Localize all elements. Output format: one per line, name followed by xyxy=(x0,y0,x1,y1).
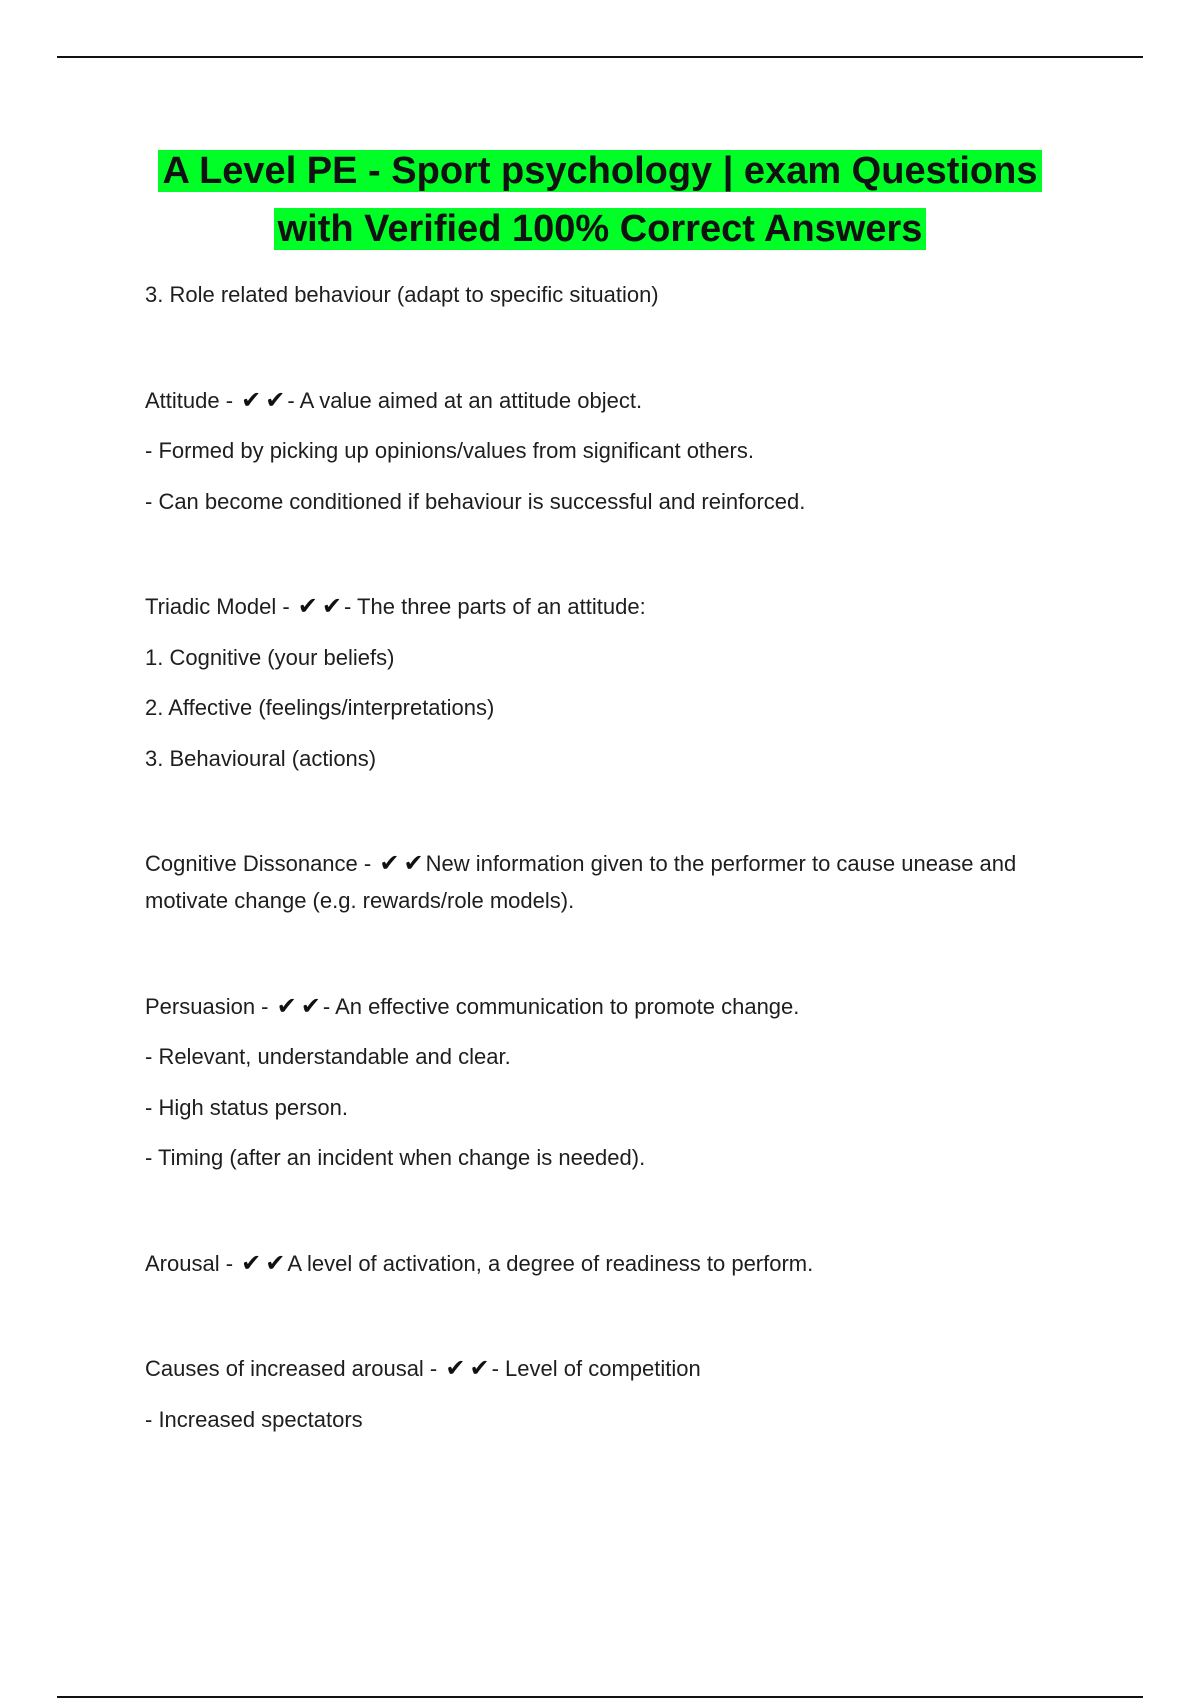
text-line xyxy=(145,689,1075,726)
term-text: Causes of increased arousal - xyxy=(145,1356,438,1381)
check-icon: ✔ xyxy=(276,991,297,1020)
qa-entry xyxy=(145,1245,1075,1282)
answer-text: A level of activation, a degree of readiness to perform. xyxy=(287,1250,814,1276)
text-line xyxy=(145,483,1075,520)
term-text: Cognitive Dissonance - xyxy=(145,851,372,876)
page-title xyxy=(0,142,1200,258)
text-line xyxy=(145,740,1075,777)
line-text: 3. Role related behaviour (adapt to specific situation) xyxy=(145,282,659,307)
line-text: - High status person. xyxy=(145,1094,348,1120)
text-line xyxy=(145,1089,1075,1126)
term-text: Attitude - xyxy=(145,387,234,413)
section-gap xyxy=(145,1295,1075,1350)
text-line xyxy=(145,276,1075,313)
text-line xyxy=(145,1139,1075,1176)
qa-entry xyxy=(145,382,1075,419)
qa-entry xyxy=(145,1350,1075,1387)
check-icon: ✔ xyxy=(469,1354,490,1382)
answer-text: - Level of competition xyxy=(491,1356,701,1381)
answer-text: New information given to the performer to cause unease and motivate change (e.g. rewards/role models). xyxy=(145,851,1017,913)
qa-entry xyxy=(145,988,1075,1025)
answer-text: - The three parts of an attitude: xyxy=(344,594,646,619)
check-icon: ✔ xyxy=(403,849,424,877)
check-icon: ✔ xyxy=(379,849,400,877)
text-line xyxy=(145,432,1075,469)
check-icon: ✔ xyxy=(445,1354,466,1382)
qa-entry xyxy=(145,845,1075,919)
term-text: Triadic Model - xyxy=(145,594,290,619)
check-icon: ✔ xyxy=(265,1248,286,1277)
check-icon: ✔ xyxy=(241,385,262,414)
text-line xyxy=(145,1401,1075,1438)
line-text: - Formed by picking up opinions/values from significant others. xyxy=(145,438,754,463)
section-gap xyxy=(145,327,1075,382)
bottom-rule xyxy=(57,1696,1143,1698)
section-gap xyxy=(145,1190,1075,1245)
qa-entry xyxy=(145,588,1075,625)
check-icon: ✔ xyxy=(321,592,343,620)
line-text: - Relevant, understandable and clear. xyxy=(145,1044,511,1069)
text-line xyxy=(145,639,1075,676)
document-body xyxy=(145,276,1075,1451)
term-text: Arousal - xyxy=(145,1250,234,1276)
title-line-1: A Level PE - Sport psychology | exam Questions xyxy=(158,150,1041,192)
line-text: 2. Affective (feelings/interpretations) xyxy=(145,695,495,720)
line-text: - Can become conditioned if behaviour is successful and reinforced. xyxy=(145,488,806,514)
check-icon: ✔ xyxy=(265,385,286,414)
line-text: - Timing (after an incident when change is needed). xyxy=(145,1145,646,1170)
line-text: 1. Cognitive (your beliefs) xyxy=(145,644,395,670)
top-rule xyxy=(57,56,1143,58)
term-text: Persuasion - xyxy=(145,993,269,1019)
section-gap xyxy=(145,790,1075,845)
line-text: - Increased spectators xyxy=(145,1406,363,1432)
title-line-2: with Verified 100% Correct Answers xyxy=(274,208,927,250)
check-icon: ✔ xyxy=(297,592,318,620)
text-line xyxy=(145,1038,1075,1075)
section-gap xyxy=(145,533,1075,588)
answer-text: - A value aimed at an attitude object. xyxy=(287,387,643,413)
section-gap xyxy=(145,933,1075,988)
answer-text: - An effective communication to promote change. xyxy=(322,993,800,1019)
line-text: 3. Behavioural (actions) xyxy=(145,745,377,771)
check-icon: ✔ xyxy=(300,991,321,1020)
check-icon: ✔ xyxy=(241,1248,262,1277)
